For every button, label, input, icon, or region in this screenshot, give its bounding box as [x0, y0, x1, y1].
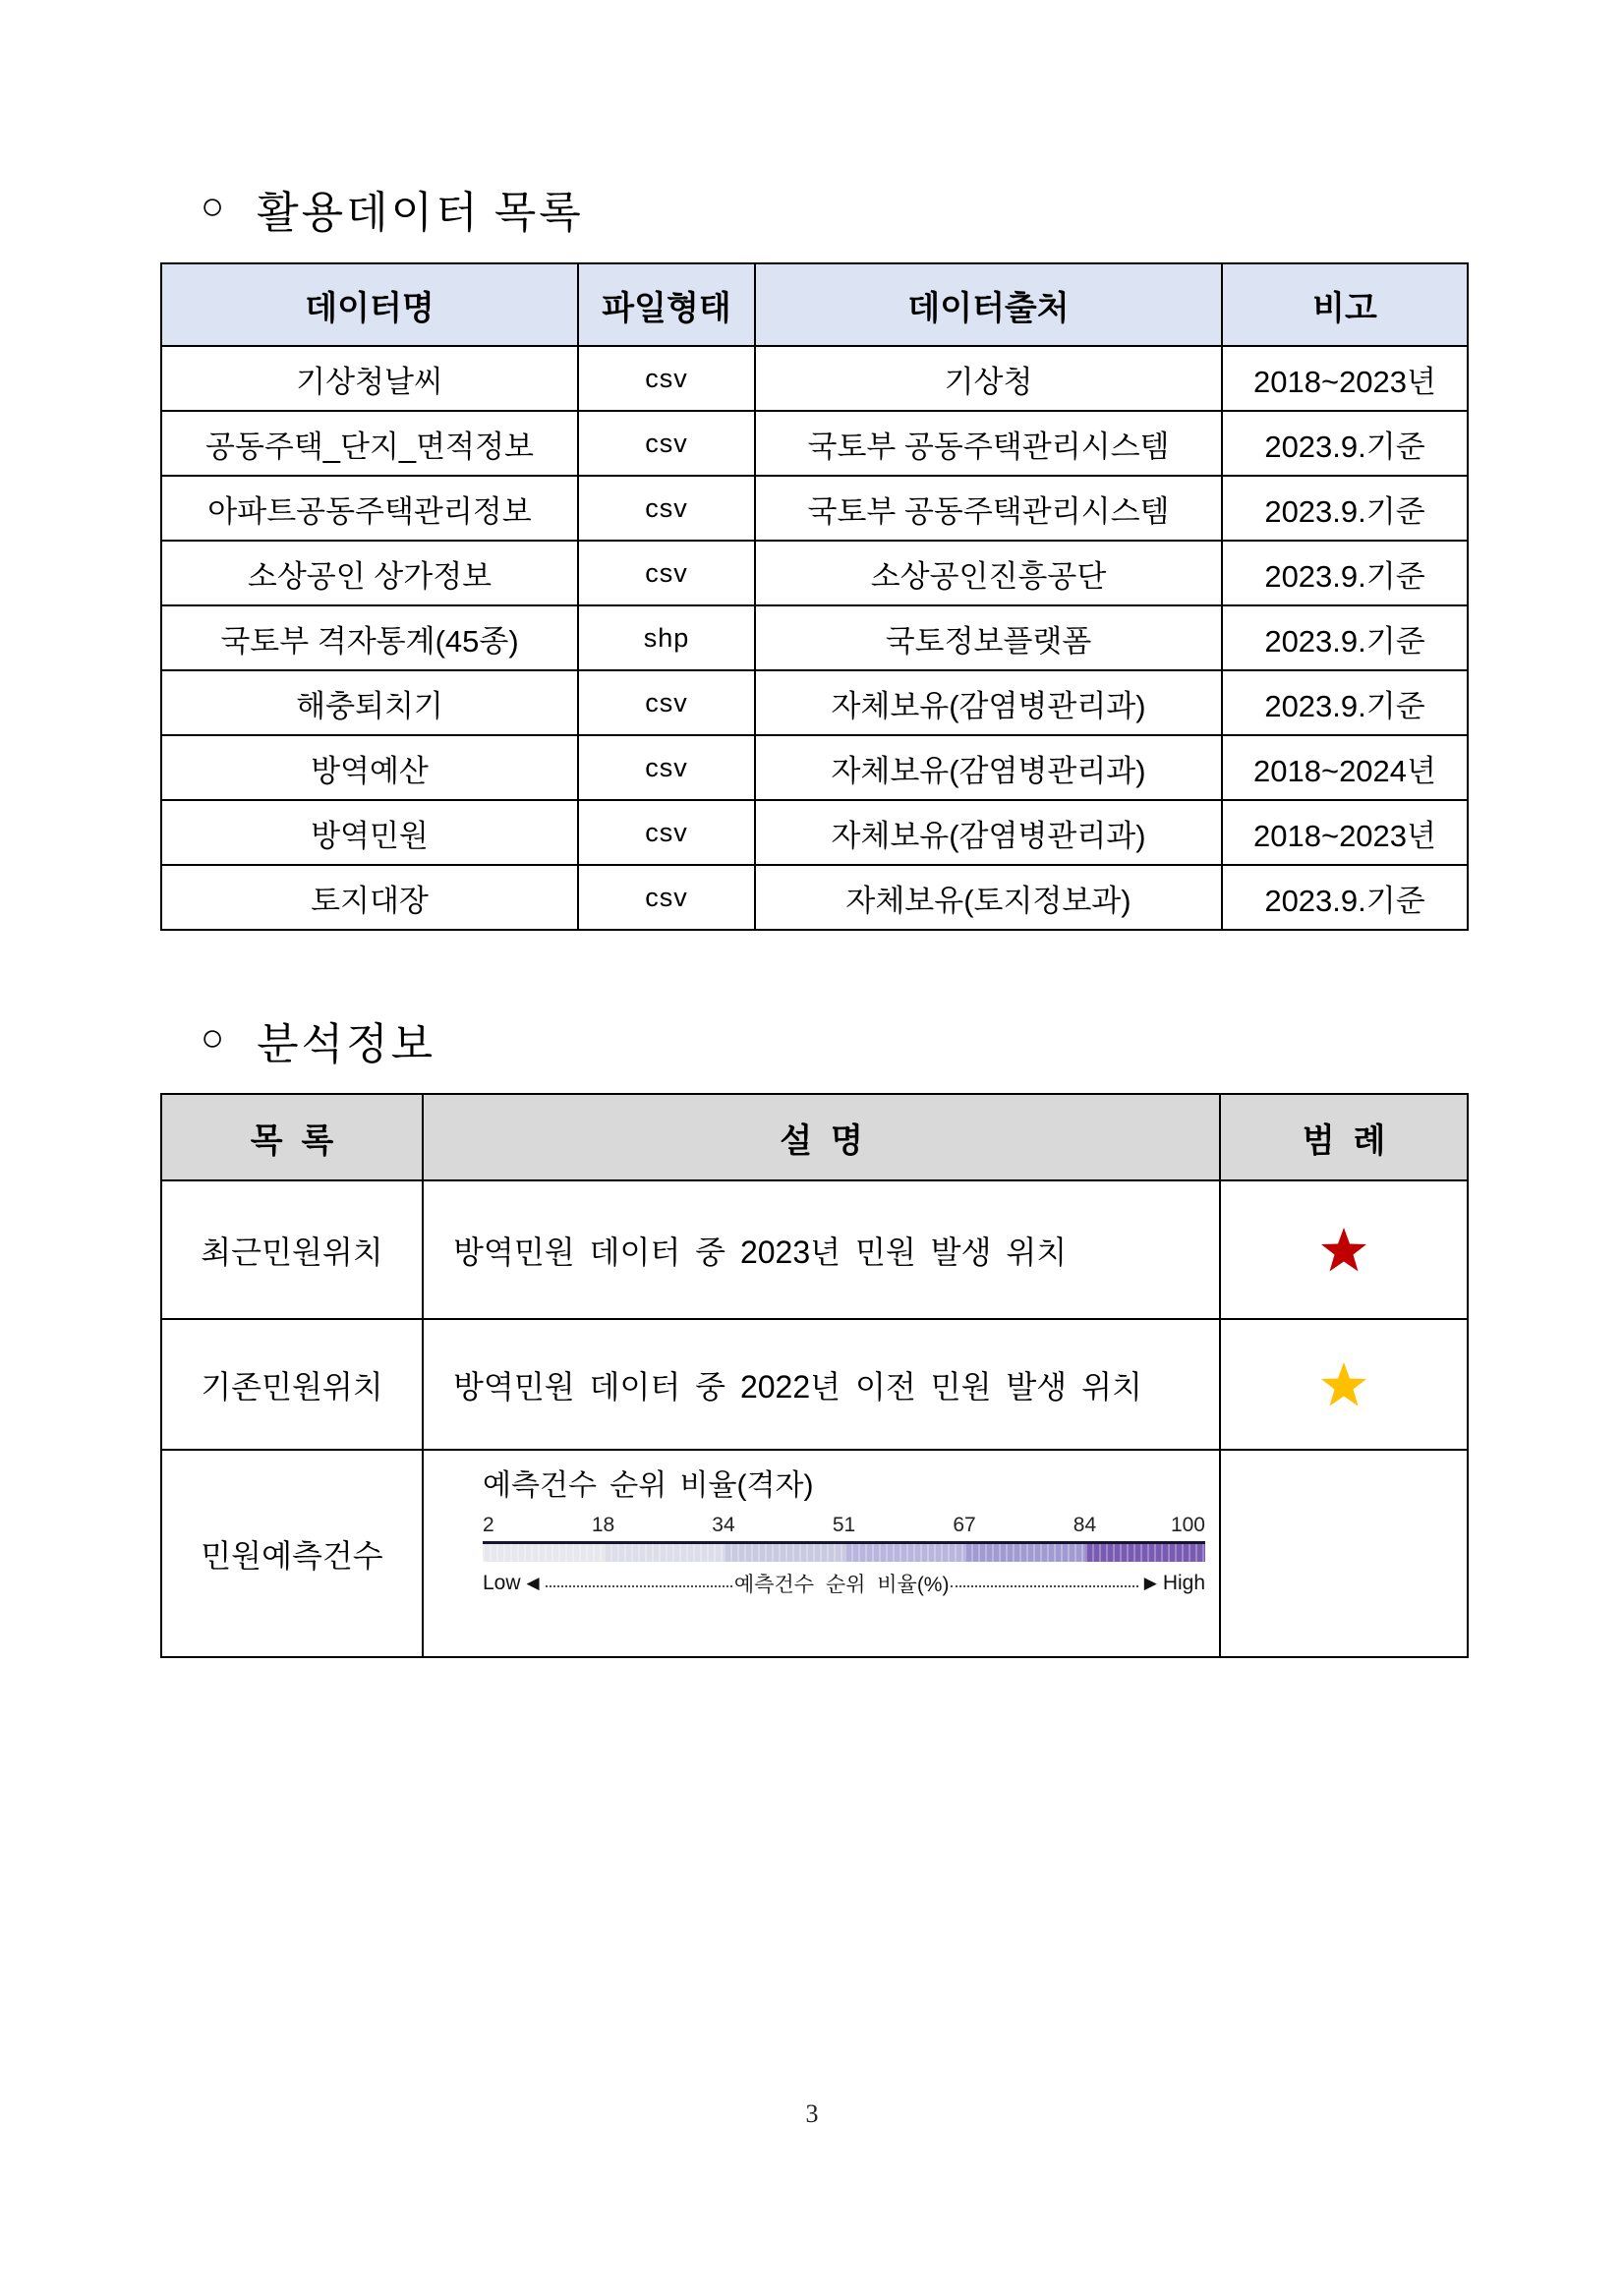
scale-segment — [844, 1544, 965, 1562]
cell-data-source: 자체보유(토지정보과) — [755, 865, 1222, 930]
section-title-analysis — [201, 1008, 435, 1071]
cell-note: 2023.9.기준 — [1222, 411, 1468, 476]
section-title-text: 분석정보 — [257, 1020, 436, 1068]
section-title-data-list — [201, 177, 584, 240]
table-row — [161, 1450, 1468, 1657]
cell-item-name: 민원예측건수 — [161, 1450, 423, 1657]
header-dataset-name: 데이터명 — [161, 263, 578, 346]
header-legend: 범 례 — [1220, 1094, 1468, 1180]
dotted-leader — [546, 1585, 732, 1587]
cell-data-source: 자체보유(감염병관리과) — [755, 670, 1222, 735]
cell-data-source: 국토부 공동주택관리시스템 — [755, 476, 1222, 541]
cell-data-source: 국토정보플랫폼 — [755, 605, 1222, 670]
circle-bullet-icon: ○ — [201, 184, 228, 228]
table-row — [161, 346, 1468, 411]
table-row — [161, 476, 1468, 541]
cell-data-source: 자체보유(감염병관리과) — [755, 800, 1222, 865]
cell-file-type: csv — [578, 476, 755, 541]
scale-segment — [964, 1544, 1085, 1562]
scale-tick: 51 — [832, 1514, 856, 1536]
cell-dataset-name: 해충퇴치기 — [161, 670, 578, 735]
cell-legend — [1220, 1450, 1468, 1657]
table-row — [161, 411, 1468, 476]
red-star-icon — [1318, 1226, 1369, 1275]
header-item: 목 록 — [161, 1094, 423, 1180]
scale-segment — [724, 1544, 844, 1562]
cell-description: 방역민원 데이터 중 2023년 민원 발생 위치 — [423, 1180, 1220, 1319]
cell-file-type: csv — [578, 800, 755, 865]
yellow-star-icon — [1318, 1360, 1369, 1409]
cell-file-type: csv — [578, 865, 755, 930]
scale-tick: 84 — [1073, 1514, 1097, 1536]
circle-bullet-icon: ○ — [201, 1015, 228, 1060]
cell-note: 2023.9.기준 — [1222, 541, 1468, 605]
cell-note: 2023.9.기준 — [1222, 670, 1468, 735]
cell-dataset-name: 소상공인 상가정보 — [161, 541, 578, 605]
cell-dataset-name: 아파트공동주택관리정보 — [161, 476, 578, 541]
cell-note: 2018~2023년 — [1222, 800, 1468, 865]
cell-dataset-name: 국토부 격자통계(45종) — [161, 605, 578, 670]
page-number: 3 — [805, 2099, 819, 2128]
table-row — [161, 1180, 1468, 1319]
header-description: 설 명 — [423, 1094, 1220, 1180]
table-row — [161, 1319, 1468, 1450]
high-label: High — [1162, 1572, 1206, 1594]
scale-gradient-bar — [483, 1544, 1205, 1562]
cell-dataset-name: 기상청날씨 — [161, 346, 578, 411]
cell-data-source: 자체보유(감염병관리과) — [755, 735, 1222, 800]
cell-item-name: 최근민원위치 — [161, 1180, 423, 1319]
cell-dataset-name: 토지대장 — [161, 865, 578, 930]
left-arrow-icon: ◀ — [526, 1574, 540, 1592]
cell-description: 방역민원 데이터 중 2022년 이전 민원 발생 위치 — [423, 1319, 1220, 1450]
low-label: Low — [483, 1572, 521, 1594]
cell-legend — [1220, 1180, 1468, 1319]
cell-note: 2023.9.기준 — [1222, 865, 1468, 930]
scale-segment — [483, 1544, 604, 1562]
cell-file-type: csv — [578, 411, 755, 476]
analysis-info-table — [160, 1093, 1469, 1658]
scale-footer — [483, 1569, 1205, 1598]
right-arrow-icon: ▶ — [1143, 1574, 1157, 1592]
table-row — [161, 865, 1468, 930]
table-row — [161, 605, 1468, 670]
scale-tick: 18 — [591, 1514, 615, 1536]
cell-file-type: csv — [578, 670, 755, 735]
cell-dataset-name: 방역예산 — [161, 735, 578, 800]
cell-dataset-name: 방역민원 — [161, 800, 578, 865]
table-row — [161, 670, 1468, 735]
prediction-scale — [453, 1451, 1219, 1598]
cell-file-type: csv — [578, 346, 755, 411]
cell-file-type: csv — [578, 541, 755, 605]
cell-dataset-name: 공동주택_단지_면적정보 — [161, 411, 578, 476]
cell-legend — [1220, 1319, 1468, 1450]
table-header-row — [161, 1094, 1468, 1180]
cell-note: 2018~2024년 — [1222, 735, 1468, 800]
scale-ticks — [483, 1514, 1205, 1541]
scale-tick: 34 — [712, 1514, 735, 1536]
cell-data-source: 소상공인진흥공단 — [755, 541, 1222, 605]
header-file-type: 파일형태 — [578, 263, 755, 346]
table-header-row — [161, 263, 1468, 346]
cell-file-type: shp — [578, 605, 755, 670]
cell-note: 2023.9.기준 — [1222, 605, 1468, 670]
table-row — [161, 800, 1468, 865]
cell-file-type: csv — [578, 735, 755, 800]
cell-data-source: 기상청 — [755, 346, 1222, 411]
cell-item-name: 기존민원위치 — [161, 1319, 423, 1450]
scale-tick: 100 — [1170, 1514, 1205, 1536]
scale-axis-label: 예측건수 순위 비율(%) — [733, 1574, 950, 1596]
cell-note: 2023.9.기준 — [1222, 476, 1468, 541]
scale-segment — [604, 1544, 725, 1562]
table-row — [161, 541, 1468, 605]
header-note: 비고 — [1222, 263, 1468, 346]
scale-title: 예측건수 순위 비율(격자) — [483, 1469, 814, 1502]
scale-tick: 2 — [483, 1514, 494, 1536]
cell-description — [423, 1450, 1220, 1657]
data-list-table — [160, 262, 1469, 931]
cell-note: 2018~2023년 — [1222, 346, 1468, 411]
section-title-text: 활용데이터 목록 — [257, 189, 584, 237]
table-row — [161, 735, 1468, 800]
header-data-source: 데이터출처 — [755, 263, 1222, 346]
scale-segment — [1085, 1544, 1206, 1562]
cell-data-source: 국토부 공동주택관리시스템 — [755, 411, 1222, 476]
scale-tick: 67 — [953, 1514, 976, 1536]
dotted-leader — [951, 1585, 1137, 1587]
